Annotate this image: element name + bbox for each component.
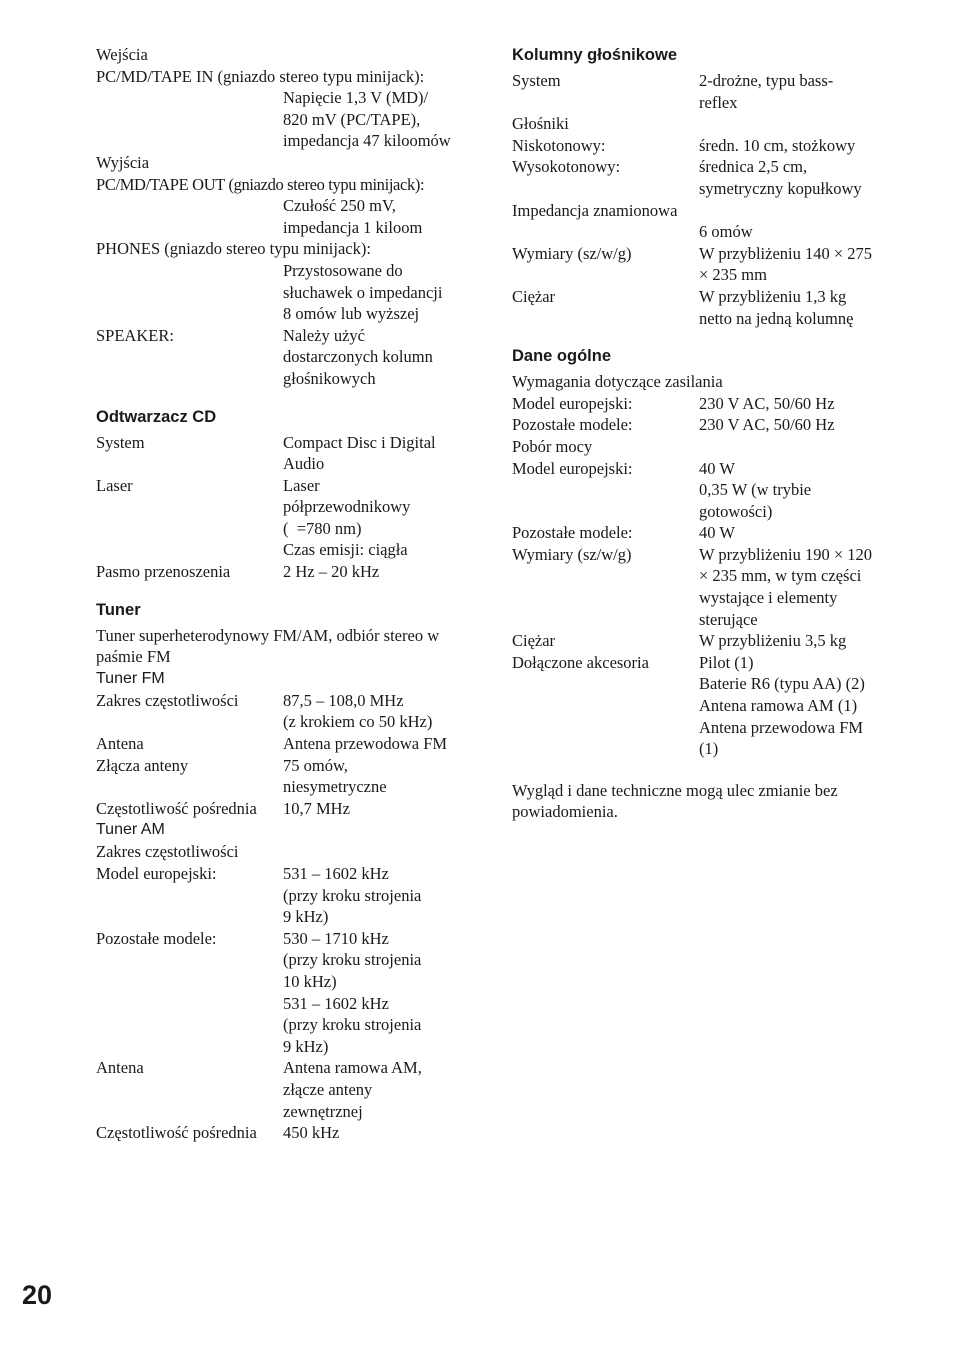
spec-value: Laser półprzewodnikowy ( =780 nm) Czas emisji: ciągła <box>283 475 411 560</box>
spec-label: Złącza anteny <box>96 755 189 775</box>
spec-row <box>96 1122 476 1144</box>
spec-row <box>96 863 476 928</box>
tuner-description: Tuner superheterodynowy FM/AM, odbiór stereo w paśmie FM <box>96 625 440 667</box>
spec-label: Zakres częstotliwości <box>96 690 239 710</box>
spec-label: Niskotonowy: <box>512 135 606 155</box>
spec-row <box>512 243 902 286</box>
power-title: Wymagania dotyczące zasilania <box>512 372 723 392</box>
spec-row <box>512 458 902 523</box>
tuner-heading: Tuner <box>96 600 141 619</box>
spec-row <box>512 135 902 157</box>
spec-label: System <box>512 71 561 90</box>
speaker-label: SPEAKER: <box>96 325 174 345</box>
spec-row <box>96 755 476 798</box>
spec-row <box>96 475 476 561</box>
spec-label: Model europejski: <box>512 458 633 478</box>
right-column <box>512 44 902 823</box>
spec-label: Wymiary (sz/w/g) <box>512 544 632 564</box>
spec-value: W przybliżeniu 190 × 120 × 235 mm, w tym części wystające i elementy sterujące <box>699 544 873 629</box>
spec-value: Compact Disc i Digital Audio <box>283 432 436 474</box>
spec-row <box>96 798 476 820</box>
spec-label: Model europejski: <box>96 864 217 883</box>
spec-value: 75 omów, niesymetryczne <box>283 755 387 797</box>
inputs-title: Wejścia <box>96 45 148 64</box>
phones-value: Przystosowane do słuchawek o impedancji 8 omów lub wyższej <box>283 260 443 324</box>
left-column <box>96 44 476 1144</box>
spec-row <box>512 414 902 436</box>
spec-label: Wysokotonowy: <box>512 157 621 177</box>
spec-label: Dołączone akcesoria <box>512 652 649 672</box>
spec-row <box>512 652 902 760</box>
spec-label: Pasmo przenoszenia <box>96 562 231 582</box>
spec-value: Antena przewodowa FM <box>283 734 448 754</box>
cd-heading: Odtwarzacz CD <box>96 407 217 426</box>
spec-row <box>512 522 902 544</box>
spec-row <box>512 70 902 113</box>
drivers-title: Głośniki <box>512 114 569 134</box>
spec-row <box>96 561 476 583</box>
spec-row <box>512 156 902 199</box>
spec-value: 2-drożne, typu bass- reflex <box>699 71 834 112</box>
spec-value: 87,5 – 108,0 MHz (z krokiem co 50 kHz) <box>283 690 433 732</box>
spec-row <box>512 544 902 630</box>
outputs-title: Wyjścia <box>96 152 150 172</box>
spec-label: Częstotliwość pośrednia <box>96 1123 257 1143</box>
pc-out-label: PC/MD/TAPE OUT (gniazdo stereo typu minijack): <box>96 174 425 194</box>
spec-label: Pozostałe modele: <box>512 523 633 543</box>
spec-value: Antena ramowa AM, złącze anteny zewnętrznej <box>283 1058 422 1121</box>
speakers-heading: Kolumny głośnikowe <box>512 46 678 64</box>
am-range-title: Zakres częstotliwości <box>96 842 239 862</box>
spec-label: Pozostałe modele: <box>96 928 217 948</box>
spec-value: średnica 2,5 cm, symetryczny kopułkowy <box>699 157 862 198</box>
spec-row <box>512 630 902 652</box>
spec-label: Częstotliwość pośrednia <box>96 798 257 818</box>
spec-label: Antena <box>96 1058 144 1078</box>
spec-row <box>96 432 476 475</box>
spec-value: 230 V AC, 50/60 Hz <box>699 415 835 435</box>
spec-label: Antena <box>96 734 144 754</box>
speaker-row <box>96 325 476 390</box>
fm-subheading: Tuner FM <box>96 669 165 687</box>
disclaimer-note: Wygląd i dane techniczne mogą ulec zmianie bez powiadomienia. <box>512 780 838 822</box>
spec-value: W przybliżeniu 3,5 kg <box>699 631 847 651</box>
consumption-title: Pobór mocy <box>512 436 593 456</box>
page-number: 20 <box>22 1280 53 1310</box>
spec-row <box>96 690 476 733</box>
spec-label: Laser <box>96 475 133 495</box>
spec-value: 450 kHz <box>283 1123 340 1143</box>
spec-label: System <box>96 432 145 452</box>
spec-row <box>96 928 476 1058</box>
phones-label: PHONES (gniazdo stereo typu minijack): <box>96 239 371 259</box>
pc-in-label: PC/MD/TAPE IN (gniazdo stereo typu minijack): <box>96 66 425 86</box>
spec-row <box>96 1057 476 1122</box>
speaker-value: Należy użyć dostarczonych kolumn głośnikowych <box>283 325 433 388</box>
spec-row <box>512 393 902 415</box>
spec-value: 531 – 1602 kHz (przy kroku strojenia 9 kHz) <box>283 864 422 927</box>
spec-value: 40 W <box>699 523 735 543</box>
spec-value: 2 Hz – 20 kHz <box>283 562 380 582</box>
impedance-value: 6 omów <box>699 222 753 242</box>
spec-value: Pilot (1) Baterie R6 (typu AA) (2) Antena ramowa AM (1) Antena przewodowa FM (1) <box>699 652 865 759</box>
spec-value: 40 W 0,35 W (w trybie gotowości) <box>699 458 812 521</box>
spec-label: Wymiary (sz/w/g) <box>512 243 632 263</box>
spec-value: 10,7 MHz <box>283 798 350 818</box>
spec-value: średn. 10 cm, stożkowy <box>699 135 856 155</box>
am-spec-list <box>96 863 476 1144</box>
am-subheading: Tuner AM <box>96 821 165 839</box>
fm-spec-list <box>96 690 476 820</box>
spec-label: Ciężar <box>512 286 556 306</box>
spec-value: 530 – 1710 kHz (przy kroku strojenia 10 kHz) 531 – 1602 kHz (przy kroku strojenia 9 kHz) <box>283 928 422 1056</box>
general-heading: Dane ogólne <box>512 347 612 366</box>
spec-label: Pozostałe modele: <box>512 415 633 435</box>
cd-spec-list <box>96 432 476 583</box>
spec-row <box>96 733 476 755</box>
spec-value: W przybliżeniu 140 × 275 × 235 mm <box>699 243 873 285</box>
spec-row <box>512 286 902 329</box>
spec-value: 230 V AC, 50/60 Hz <box>699 393 835 413</box>
pc-out-value: Czułość 250 mV, impedancja 1 kiloom <box>283 196 423 237</box>
pc-in-value: Napięcie 1,3 V (MD)/ 820 mV (PC/TAPE), impedancja 47 kiloomów <box>283 88 451 151</box>
spec-label: Ciężar <box>512 631 556 651</box>
spec-label: Model europejski: <box>512 393 633 413</box>
spec-value: W przybliżeniu 1,3 kg netto na jedną kolumnę <box>699 286 854 328</box>
impedance-title: Impedancja znamionowa <box>512 200 678 220</box>
